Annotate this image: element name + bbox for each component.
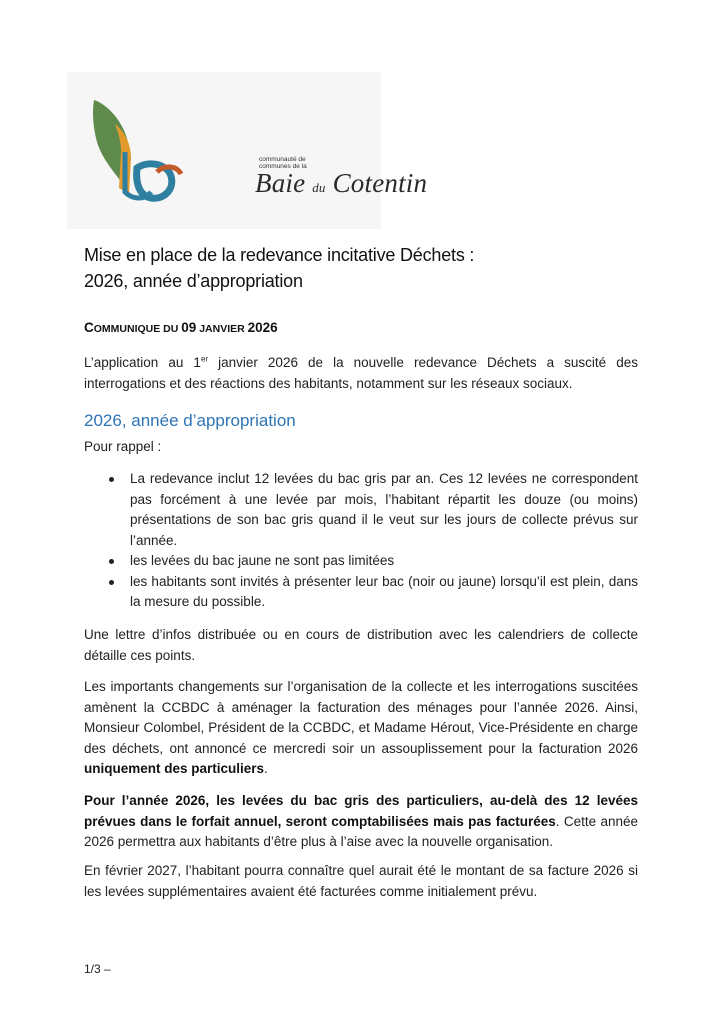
fevrier-paragraph: En février 2027, l’habitant pourra connaître quel aurait été le montant de sa facture 2026 si les levées supplémentaires avaient été facturées comme initialement prévu. [84, 863, 638, 899]
intro-paragraph: L’application au 1er janvier 2026 de la nouvelle redevance Déchets a suscité des interrogations et des réactions des habitants, notamment sur les réseaux sociaux. [84, 354, 638, 391]
list-item: La redevance inclut 12 levées du bac gris par an. Ces 12 levées ne correspondent pas forcément à une levée par mois, l’habitant répartit les douze (ou moins) présentations de son bac gris quand il le veut sur les jours de collecte prévus sur l’année. [84, 469, 638, 551]
list-item: les habitants sont invités à présenter leur bac (noir ou jaune) lorsqu’il est plein, dans la mesure du possible. [84, 572, 638, 613]
page-number: 1/3 – [84, 962, 111, 976]
communique-date: COMMUNIQUE DU 09 JANVIER 2026 [84, 320, 278, 335]
document-title [84, 242, 644, 294]
logo-mark-icon [67, 72, 381, 229]
bullet-list [84, 469, 638, 613]
title-line-2: 2026, année d’appropriation [84, 271, 303, 291]
section-heading: 2026, année d’appropriation [84, 411, 296, 430]
logo-small-text: communauté de communes de la [259, 156, 307, 170]
changements-paragraph: Les importants changements sur l’organisation de la collecte et les interrogations suscitées amènent la CCBDC à aménager la facturation des ménages pour l’année 2026. Ainsi, Monsieur Colombel, Président de la CCBDC, et Madame Hérout, Vice-Présidente en charge des déchets, ont annoncé ce mercredi soir un assouplissement pour la facturation 2026 uniquement des particuliers. [84, 679, 638, 776]
lettre-paragraph: Une lettre d’infos distribuée ou en cours de distribution avec les calendriers de collecte détaille ces points. [84, 627, 638, 663]
annee-2026-paragraph: Pour l’année 2026, les levées du bac gris des particuliers, au-delà des 12 levées prévues dans le forfait annuel, seront comptabilisées mais pas facturées. Cette année 2026 permettra aux habitants d’être plus à l’aise avec la nouvelle organisation. [84, 793, 638, 849]
pour-rappel: Pour rappel : [84, 439, 162, 454]
ccbdc-logo [67, 72, 428, 229]
list-item: les levées du bac jaune ne sont pas limitées [84, 551, 638, 572]
logo-name: Baie du Cotentin [255, 168, 428, 198]
title-line-1: Mise en place de la redevance incitative Déchets : [84, 245, 475, 265]
